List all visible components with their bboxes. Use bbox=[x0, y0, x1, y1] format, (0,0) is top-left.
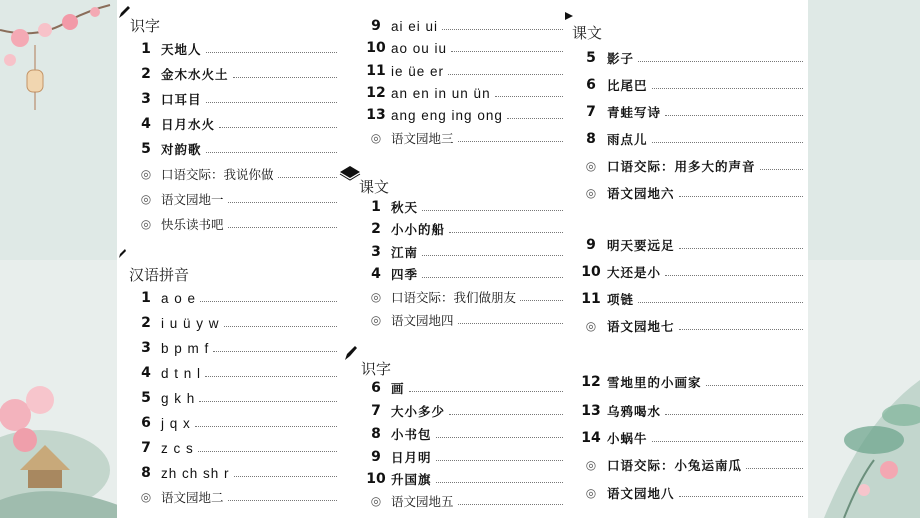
leader-dots bbox=[436, 481, 563, 483]
lantern-icon bbox=[27, 45, 43, 110]
toc-entry[interactable] bbox=[131, 337, 337, 359]
leader-dots bbox=[422, 209, 563, 211]
lesson-title: 金木水火土 bbox=[161, 67, 229, 82]
leader-dots bbox=[206, 101, 337, 103]
toc-entry[interactable] bbox=[131, 188, 337, 210]
toc-entry[interactable] bbox=[575, 482, 803, 504]
circle-marker: ◎ bbox=[585, 486, 597, 500]
lesson-title: j q x bbox=[161, 415, 191, 431]
circle-marker: ◎ bbox=[370, 131, 382, 145]
lesson-title: 语文园地一 bbox=[161, 192, 224, 207]
circle-marker: ◎ bbox=[585, 458, 597, 472]
lesson-number: 1 bbox=[141, 41, 151, 57]
lesson-number: 1 bbox=[141, 290, 151, 306]
leader-dots bbox=[665, 274, 803, 276]
lesson-number: 5 bbox=[141, 390, 151, 406]
lesson-number: 5 bbox=[141, 141, 151, 157]
toc-entry[interactable] bbox=[575, 315, 803, 337]
leader-dots bbox=[665, 413, 803, 415]
leader-dots bbox=[520, 299, 563, 301]
toc-entry[interactable] bbox=[361, 468, 563, 490]
toc-entry[interactable] bbox=[131, 387, 337, 409]
cherry-blossom-branch bbox=[0, 5, 110, 66]
textbook-contents-page bbox=[117, 0, 808, 518]
leader-dots bbox=[234, 475, 337, 477]
lesson-title: 青蛙写诗 bbox=[607, 105, 662, 120]
lesson-title: 升国旗 bbox=[391, 472, 432, 487]
lesson-title: 语文园地七 bbox=[607, 319, 675, 334]
leader-dots bbox=[706, 384, 803, 386]
circle-marker: ◎ bbox=[370, 313, 382, 327]
leader-dots bbox=[679, 195, 803, 197]
lesson-number: 7 bbox=[586, 104, 596, 120]
toc-entry[interactable] bbox=[361, 490, 563, 512]
lesson-number: 8 bbox=[371, 426, 381, 442]
lesson-title: a o e bbox=[161, 290, 197, 306]
bottom-landscape bbox=[0, 386, 118, 518]
toc-entry[interactable] bbox=[361, 263, 563, 285]
leader-dots bbox=[638, 60, 803, 62]
toc-entry[interactable] bbox=[575, 74, 803, 96]
leader-dots bbox=[422, 276, 563, 278]
lesson-number: 10 bbox=[581, 264, 601, 280]
leader-dots bbox=[507, 117, 563, 119]
lesson-title: 比尾巴 bbox=[607, 78, 648, 93]
lesson-title: 口耳目 bbox=[161, 92, 202, 107]
leader-dots bbox=[442, 28, 563, 30]
lesson-number: 2 bbox=[371, 221, 381, 237]
circle-marker: ◎ bbox=[370, 494, 382, 508]
lesson-title: 对韵歌 bbox=[161, 142, 202, 157]
leader-dots bbox=[200, 300, 337, 302]
toc-entry[interactable] bbox=[361, 82, 563, 104]
section-heading-literacy-2: 识字 bbox=[361, 360, 392, 378]
toc-entry[interactable] bbox=[361, 60, 563, 82]
lesson-title: 语文园地四 bbox=[391, 313, 454, 328]
toc-entry[interactable] bbox=[575, 261, 803, 283]
toc-entry[interactable] bbox=[131, 38, 337, 60]
leader-dots bbox=[458, 140, 563, 142]
lesson-title: 语文园地二 bbox=[161, 490, 224, 505]
leader-dots bbox=[652, 440, 803, 442]
arrow-icon bbox=[563, 10, 575, 22]
toc-entry[interactable] bbox=[575, 234, 803, 256]
lesson-title: 小小的船 bbox=[391, 222, 446, 237]
leader-dots bbox=[228, 499, 337, 501]
lesson-number: 8 bbox=[141, 465, 151, 481]
lesson-title: 秋天 bbox=[391, 200, 419, 215]
toc-entry[interactable] bbox=[131, 138, 337, 160]
leader-dots bbox=[652, 87, 803, 89]
leader-dots bbox=[224, 325, 337, 327]
lesson-number: 6 bbox=[371, 380, 381, 396]
lesson-title: 口语交际：我们做朋友 bbox=[391, 290, 517, 305]
lesson-title: ie üe er bbox=[391, 63, 445, 79]
toc-entry[interactable] bbox=[131, 287, 337, 309]
pen-icon bbox=[117, 4, 131, 20]
toc-entry[interactable] bbox=[575, 128, 803, 150]
lesson-title: g k h bbox=[161, 390, 196, 406]
leader-dots bbox=[206, 51, 337, 53]
lesson-number: 4 bbox=[141, 116, 151, 132]
leader-dots bbox=[206, 151, 337, 153]
toc-entry[interactable] bbox=[361, 400, 563, 422]
lesson-number: 14 bbox=[581, 430, 601, 446]
lesson-number: 7 bbox=[371, 403, 381, 419]
leader-dots bbox=[449, 413, 563, 415]
leader-dots bbox=[665, 114, 803, 116]
leader-dots bbox=[213, 350, 337, 352]
leader-dots bbox=[436, 459, 563, 461]
circle-marker: ◎ bbox=[140, 490, 152, 504]
lesson-number: 12 bbox=[366, 85, 386, 101]
lesson-title: d t n l bbox=[161, 365, 202, 381]
lesson-title: 语文园地五 bbox=[391, 494, 454, 509]
lesson-title: 明天要远足 bbox=[607, 238, 675, 253]
leader-dots bbox=[228, 226, 337, 228]
leader-dots bbox=[233, 76, 337, 78]
leader-dots bbox=[205, 375, 337, 377]
lesson-title: 雪地里的小画家 bbox=[607, 375, 702, 390]
toc-entry[interactable] bbox=[575, 182, 803, 204]
lesson-title: 口语交际：我说你做 bbox=[161, 167, 274, 182]
toc-entry[interactable] bbox=[361, 241, 563, 263]
toc-entry[interactable] bbox=[361, 37, 563, 59]
lesson-number: 1 bbox=[371, 199, 381, 215]
right-decoration bbox=[804, 0, 920, 518]
section-heading-pinyin: 汉语拼音 bbox=[129, 266, 190, 284]
lesson-number: 6 bbox=[141, 415, 151, 431]
lesson-number: 13 bbox=[581, 403, 601, 419]
toc-entry[interactable] bbox=[361, 104, 563, 126]
lesson-title: 小书包 bbox=[391, 427, 432, 442]
lesson-title: ao ou iu bbox=[391, 40, 448, 56]
leader-dots bbox=[278, 176, 337, 178]
toc-entry[interactable] bbox=[575, 400, 803, 422]
lesson-title: 口语交际：小兔运南瓜 bbox=[607, 458, 743, 473]
lesson-number: 4 bbox=[371, 266, 381, 282]
leader-dots bbox=[448, 73, 563, 75]
lesson-title: 雨点儿 bbox=[607, 132, 648, 147]
circle-marker: ◎ bbox=[370, 290, 382, 304]
toc-entry[interactable] bbox=[575, 47, 803, 69]
toc-entry[interactable] bbox=[131, 63, 337, 85]
pen-icon bbox=[343, 344, 359, 362]
section-heading-texts-2: 课文 bbox=[572, 24, 603, 42]
toc-entry[interactable] bbox=[131, 312, 337, 334]
circle-marker: ◎ bbox=[585, 159, 597, 173]
lesson-title: zh ch sh r bbox=[161, 465, 230, 481]
bottom-right-lotus bbox=[824, 380, 920, 518]
leader-dots bbox=[198, 450, 337, 452]
lesson-title: 日月明 bbox=[391, 450, 432, 465]
lesson-title: an en in un ün bbox=[391, 85, 491, 101]
lesson-number: 10 bbox=[366, 40, 386, 56]
leader-dots bbox=[195, 425, 337, 427]
lesson-number: 11 bbox=[366, 63, 386, 79]
toc-entry[interactable] bbox=[131, 163, 337, 185]
lesson-title: 语文园地八 bbox=[607, 486, 675, 501]
lesson-number: 5 bbox=[586, 50, 596, 66]
leader-dots bbox=[638, 301, 803, 303]
lesson-number: 9 bbox=[586, 237, 596, 253]
leader-dots bbox=[409, 390, 563, 392]
book-icon bbox=[339, 162, 361, 182]
toc-entry[interactable] bbox=[575, 427, 803, 449]
toc-entry[interactable] bbox=[361, 423, 563, 445]
leader-dots bbox=[458, 503, 563, 505]
lesson-title: 口语交际：用多大的声音 bbox=[607, 159, 756, 174]
lesson-title: 语文园地三 bbox=[391, 131, 454, 146]
lesson-number: 2 bbox=[141, 66, 151, 82]
lesson-number: 7 bbox=[141, 440, 151, 456]
lesson-number: 3 bbox=[371, 244, 381, 260]
lesson-title: 小蜗牛 bbox=[607, 431, 648, 446]
lesson-title: ai ei ui bbox=[391, 18, 439, 34]
lesson-title: 江南 bbox=[391, 245, 419, 260]
toc-entry[interactable] bbox=[131, 462, 337, 484]
toc-entry[interactable] bbox=[131, 486, 337, 508]
lesson-number: 11 bbox=[581, 291, 601, 307]
section-heading-literacy: 识字 bbox=[130, 17, 161, 35]
toc-entry[interactable] bbox=[361, 15, 563, 37]
toc-entry[interactable] bbox=[361, 377, 563, 399]
lesson-number: 3 bbox=[141, 91, 151, 107]
lesson-title: 项链 bbox=[607, 292, 635, 307]
lesson-title: b p m f bbox=[161, 340, 210, 356]
lesson-title: 快乐读书吧 bbox=[161, 217, 224, 232]
lesson-title: 四季 bbox=[391, 267, 419, 282]
leader-dots bbox=[746, 467, 803, 469]
lesson-number: 9 bbox=[371, 18, 381, 34]
toc-entry[interactable] bbox=[361, 196, 563, 218]
lesson-number: 8 bbox=[586, 131, 596, 147]
lesson-title: 语文园地六 bbox=[607, 186, 675, 201]
circle-marker: ◎ bbox=[140, 167, 152, 181]
section-heading-texts: 课文 bbox=[359, 178, 390, 196]
toc-entry[interactable] bbox=[361, 127, 563, 149]
lesson-number: 3 bbox=[141, 340, 151, 356]
lesson-title: z c s bbox=[161, 440, 194, 456]
leader-dots bbox=[451, 50, 563, 52]
lesson-title: 画 bbox=[391, 381, 405, 396]
lesson-title: 乌鸦喝水 bbox=[607, 404, 662, 419]
left-decoration bbox=[0, 0, 118, 518]
toc-entry[interactable] bbox=[575, 101, 803, 123]
leader-dots bbox=[228, 201, 337, 203]
toc-entry[interactable] bbox=[131, 437, 337, 459]
leader-dots bbox=[495, 95, 563, 97]
toc-entry[interactable] bbox=[131, 412, 337, 434]
circle-marker: ◎ bbox=[585, 186, 597, 200]
leader-dots bbox=[422, 254, 563, 256]
toc-entry[interactable] bbox=[575, 454, 803, 476]
toc-entry[interactable] bbox=[575, 288, 803, 310]
leader-dots bbox=[760, 168, 803, 170]
toc-entry[interactable] bbox=[361, 286, 563, 308]
toc-entry[interactable] bbox=[131, 113, 337, 135]
toc-entry[interactable] bbox=[575, 371, 803, 393]
leader-dots bbox=[679, 247, 803, 249]
leader-dots bbox=[449, 231, 563, 233]
leader-dots bbox=[652, 141, 803, 143]
lesson-number: 10 bbox=[366, 471, 386, 487]
leader-dots bbox=[458, 322, 563, 324]
lesson-title: ang eng ing ong bbox=[391, 107, 503, 123]
circle-marker: ◎ bbox=[585, 319, 597, 333]
lesson-title: 日月水火 bbox=[161, 117, 216, 132]
lesson-title: 大还是小 bbox=[607, 265, 662, 280]
leader-dots bbox=[199, 400, 337, 402]
pen-icon bbox=[117, 248, 127, 260]
leader-dots bbox=[679, 495, 803, 497]
toc-entry[interactable] bbox=[131, 213, 337, 235]
toc-entry[interactable] bbox=[361, 309, 563, 331]
leader-dots bbox=[679, 328, 803, 330]
toc-entry[interactable] bbox=[131, 88, 337, 110]
lesson-title: 天地人 bbox=[161, 42, 202, 57]
lesson-number: 13 bbox=[366, 107, 386, 123]
leader-dots bbox=[436, 436, 563, 438]
circle-marker: ◎ bbox=[140, 192, 152, 206]
circle-marker: ◎ bbox=[140, 217, 152, 231]
toc-entry[interactable] bbox=[575, 155, 803, 177]
lesson-number: 4 bbox=[141, 365, 151, 381]
toc-entry[interactable] bbox=[131, 362, 337, 384]
lesson-title: 影子 bbox=[607, 51, 635, 66]
lesson-title: 大小多少 bbox=[391, 404, 446, 419]
lesson-title: i u ü y w bbox=[161, 315, 220, 331]
toc-entry[interactable] bbox=[361, 218, 563, 240]
lesson-number: 9 bbox=[371, 449, 381, 465]
lesson-number: 2 bbox=[141, 315, 151, 331]
lesson-number: 12 bbox=[581, 374, 601, 390]
toc-entry[interactable] bbox=[361, 446, 563, 468]
lesson-number: 6 bbox=[586, 77, 596, 93]
leader-dots bbox=[219, 126, 337, 128]
